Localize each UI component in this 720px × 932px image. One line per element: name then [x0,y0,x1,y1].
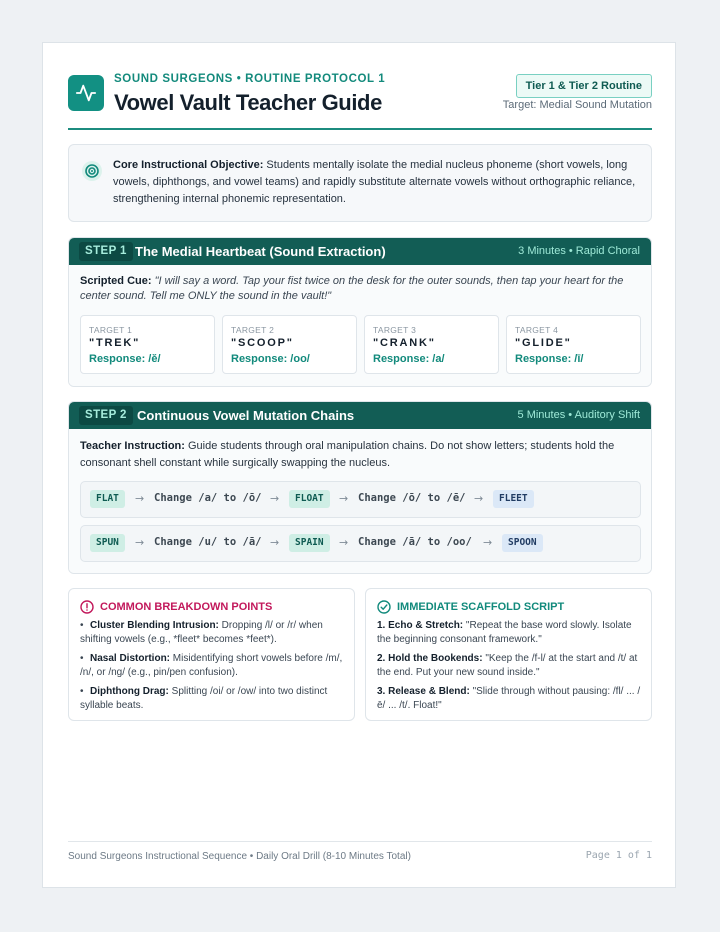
scaffold-title: IMMEDIATE SCAFFOLD SCRIPT [397,601,565,613]
target-word: "TREK" [89,337,141,349]
target-card [506,315,641,374]
item-label: 1. Echo & Stretch: [377,620,464,631]
item-text: "Keep the /f-l/ at the start and /t/ at the end. Put your new sound inside." [377,653,638,678]
step-1-body [69,265,651,386]
footer-text: Sound Surgeons Instructional Sequence • Daily Oral Drill (8-10 Minutes Total) [68,851,411,862]
target-label: TARGET 3 [373,325,417,335]
chain-word-final: FLEET [493,490,534,508]
objective-body: Students mentally isolate the medial nucleus phoneme (short vowels, long vowels, diphthongs, and vowel teams) and rapidly substitute alternate vowels without orthographic reliance, strengthening internal phonemic representation. [113,159,636,205]
step-1-title: The Medial Heartbeat (Sound Extraction) [135,244,386,259]
item-text: "Slide through without pausing: /fl/ ... /ē/ ... /t/. Float!" [377,686,641,711]
pulse-icon [68,75,104,111]
arrow-right-icon: → [135,492,145,505]
target-card [80,315,215,374]
step-2-meta: 5 Minutes • Auditory Shift [517,409,640,421]
step-2-header [69,402,651,429]
item-label: 3. Release & Blend: [377,686,470,697]
instruction-text: Guide students through oral manipulation chains. Do not show letters; students hold the consonant shell constant while surgically swapping the nucleus. [80,440,615,469]
chain-operation: Change /ō/ to /ē/ [358,492,466,504]
target-subtitle: Target: Medial Sound Mutation [502,99,652,111]
cue-label: Scripted Cue: [80,275,152,287]
header-divider [68,128,652,130]
footer-divider [68,841,652,842]
tier-badge: Tier 1 & Tier 2 Routine [516,74,652,98]
list-item: • Diphthong Drag: Splitting /oi/ or /ow/ into two distinct syllable beats. [80,686,328,711]
target-word: "GLIDE" [515,337,572,349]
chain-word: SPUN [90,534,125,552]
step-1-header [69,238,651,265]
target-word: "SCOOP" [231,337,294,349]
arrow-right-icon: → [270,492,280,505]
objective-text [113,157,643,208]
step-1-meta: 3 Minutes • Rapid Choral [518,245,640,257]
target-response: Response: /oo/ [231,353,310,365]
alert-circle-icon [80,600,94,614]
page-title: Vowel Vault Teacher Guide [114,90,382,115]
item-label: Nasal Distortion: [90,653,171,664]
breakdown-panel [68,588,355,721]
arrow-right-icon: → [474,492,484,505]
objective-label: Core Instructional Objective: [113,159,264,171]
arrow-right-icon: → [339,492,349,505]
target-response: Response: /a/ [373,353,445,365]
check-circle-icon [377,600,391,614]
step-2-pill: STEP 2 [79,406,133,425]
mutation-chain [80,481,641,518]
arrow-right-icon: → [270,536,280,549]
page-number: Page 1 of 1 [585,850,652,861]
step-2-body [69,429,651,573]
list-item [377,652,643,680]
breakdown-title: COMMON BREAKDOWN POINTS [100,601,273,613]
target-label: TARGET 1 [89,325,133,335]
chain-operation: Change /u/ to /ā/ [154,536,262,548]
step-1-card [68,237,652,387]
teacher-instruction [80,438,640,472]
step-2-card [68,401,652,574]
list-item [377,685,643,713]
item-text: Dropping /l/ or /r/ when shifting vowels (e.g., *fleet* becomes *feet*). [80,620,323,645]
chain-word: FLOAT [289,490,330,508]
target-card [222,315,357,374]
item-label: Diphthong Drag: [90,686,169,697]
target-icon [82,161,102,181]
scripted-cue [80,274,642,304]
chain-operation: Change /a/ to /ō/ [154,492,262,504]
breakdown-list [80,619,346,718]
chain-word: SPAIN [289,534,330,552]
target-label: TARGET 4 [515,325,559,335]
objective-box [68,144,652,222]
target-label: TARGET 2 [231,325,275,335]
target-word: "CRANK" [373,337,436,349]
scaffold-panel [365,588,652,721]
item-text: Splitting /oi/ or /ow/ into two distinct syllable beats. [80,686,328,711]
target-response: Response: /ĕ/ [89,353,161,365]
list-item: • Nasal Distortion: Misidentifying short vowels before /m/, /n/, or /ng/ (e.g., pin/pen confusion). [80,653,343,678]
target-card [364,315,499,374]
step-1-pill: STEP 1 [79,242,133,261]
document-page [42,42,676,888]
arrow-right-icon: → [339,536,349,549]
chain-word: FLAT [90,490,125,508]
item-text: "Repeat the base word slowly. Isolate the beginning consonant framework." [377,620,632,645]
instruction-label: Teacher Instruction: [80,440,185,452]
scaffold-list [377,619,643,718]
protocol-eyebrow: SOUND SURGEONS • ROUTINE PROTOCOL 1 [114,73,386,85]
target-response: Response: /ī/ [515,353,584,365]
step-2-title: Continuous Vowel Mutation Chains [137,408,355,423]
item-label: Cluster Blending Intrusion: [90,620,219,631]
chain-word-final: SPOON [502,534,543,552]
list-item [377,619,643,647]
mutation-chain [80,525,641,562]
item-text: Misidentifying short vowels before /m/, /n/, or /ng/ (e.g., pin/pen confusion). [80,653,343,678]
list-item: • Cluster Blending Intrusion: Dropping /l/ or /r/ when shifting vowels (e.g., *fleet* becomes *feet*). [80,620,323,645]
cue-text: "I will say a word. Tap your fist twice on the desk for the outer sounds, then tap your heart for the center sound. Tell me ONLY the sound in the vault!" [80,275,624,302]
item-label: 2. Hold the Bookends: [377,653,483,664]
arrow-right-icon: → [483,536,493,549]
arrow-right-icon: → [135,536,145,549]
chain-operation: Change /ā/ to /oo/ [358,536,472,548]
